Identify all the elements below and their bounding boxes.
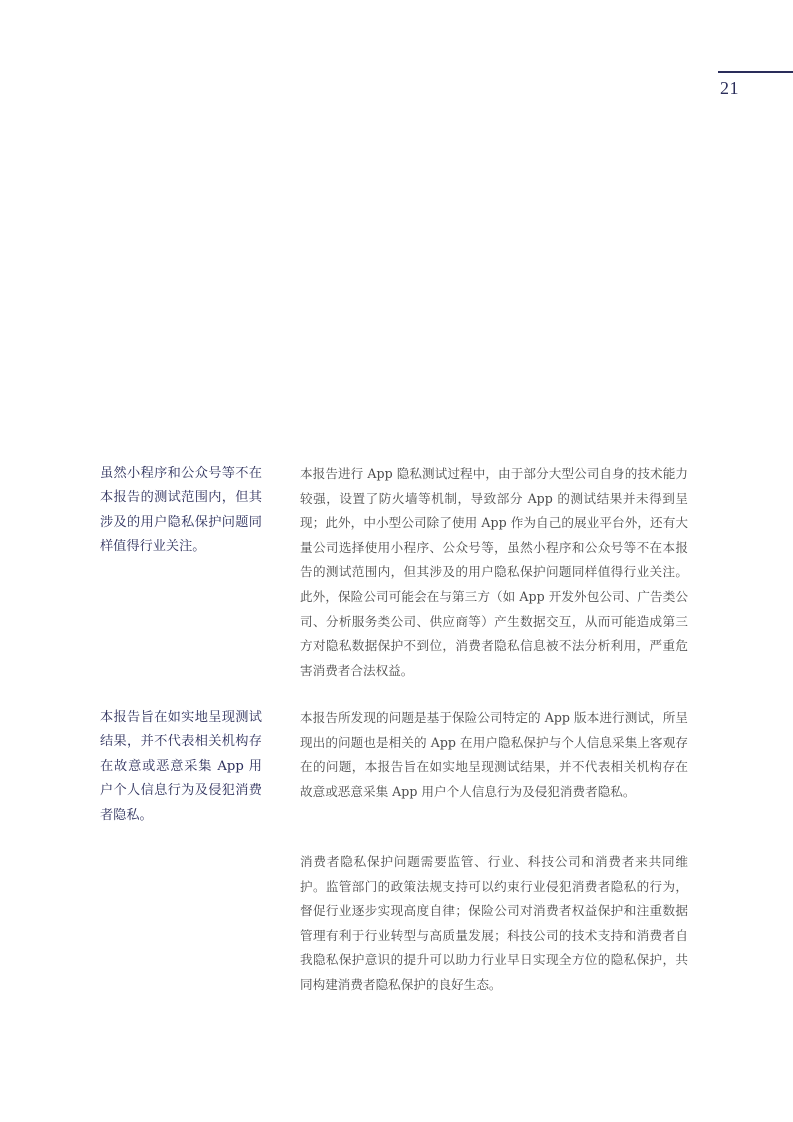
paragraph-disclaimer: 本报告所发现的问题是基于保险公司特定的 App 版本进行测试，所呈现出的问题也是相关的 App 在用户隐私保护与个人信息采集上客观存在的问题，本报告旨在如实地呈现测试结果，并不代表相关机构存在故意或恶意采集 App 用户个人信息行为及侵犯消费者隐私。 (300, 710, 688, 799)
sidenote-testing-scope: 虽然小程序和公众号等不在本报告的测试范围内，但其涉及的用户隐私保护问题同样值得行业关注。 (100, 466, 262, 555)
sidenote-disclaimer: 本报告旨在如实地呈现测试结果，并不代表相关机构存在故意或恶意采集 App 用户个人信息行为及侵犯消费者隐私。 (100, 710, 262, 823)
paragraph-joint-protection: 消费者隐私保护问题需要监管、行业、科技公司和消费者来共同维护。监管部门的政策法规支持可以约束行业侵犯消费者隐私的行为，督促行业逐步实现高度自律；保险公司对消费者权益保护和注重数据管理有利于行业转型与高质量发展；科技公司的技术支持和消费者自我隐私保护意识的提升可以助力行业早日实现全方位的隐私保护，共同构建消费者隐私保护的良好生态。 (300, 854, 688, 992)
header-rule (718, 71, 793, 73)
paragraph-testing-limitations: 本报告进行 App 隐私测试过程中，由于部分大型公司自身的技术能力较强，设置了防火墙等机制，导致部分 App 的测试结果并未得到呈现；此外，中小型公司除了使用 App 作为自己的展业平台外，还有大量公司选择使用小程序、公众号等，虽然小程序和公众号等不在本报告的测试范围内，但其涉及的用户隐私保护问题同样值得行业关注。此外，保险公司可能会在与第三方（如 App 开发外包公司、广告类公司、分析服务类公司、供应商等）产生数据交互，从而可能造成第三方对隐私数据保护不到位，消费者隐私信息被不法分析利用，严重危害消费者合法权益。 (300, 466, 688, 678)
page-number: 21 (720, 78, 739, 98)
